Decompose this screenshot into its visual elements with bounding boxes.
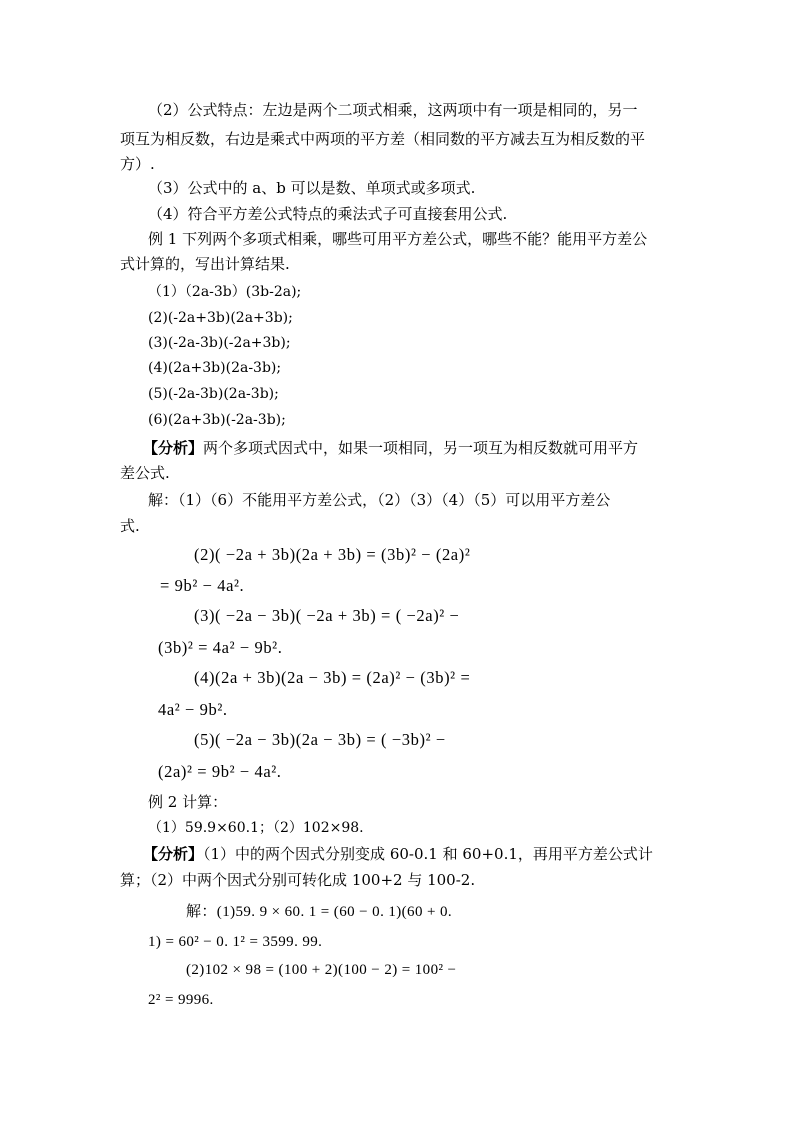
formula-feature-point-3: （3）公式中的 a、b 可以是数、单项式或多项式. (148, 179, 476, 197)
example-1-item-2: (2)(-2a+3b)(2a+3b); (148, 310, 293, 326)
example-2-analysis-cont: 算；（2）中两个因式分别可转化成 100+2 与 100-2. (120, 871, 476, 889)
example-2-analysis (143, 844, 653, 864)
solution-3-line-1: (3)( −2a − 3b)( −2a + 3b) = ( −2a)² − (194, 606, 460, 625)
analysis-label-2: 【分析】 (143, 845, 204, 863)
example-1-analysis (143, 438, 638, 458)
solution-2-line-2: = 9b² − 4a². (160, 576, 245, 595)
example-2-solution-1-line-2: 1) = 60² − 0. 1² = 3599. 99. (148, 934, 323, 950)
example-1-item-1: （1）（2a-3b）(3b-2a); (148, 284, 302, 300)
example-2-solution-1-line-1: 解：(1)59. 9 × 60. 1 = (60 − 0. 1)(60 + 0. (186, 904, 453, 920)
example-2-solution-2-line-2: 2² = 9996. (148, 992, 214, 1008)
solution-2-line-1: (2)( −2a + 3b)(2a + 3b) = (3b)² − (2a)² (194, 545, 471, 564)
example-2-items: （1）59.9×60.1；（2）102×98. (148, 820, 364, 836)
formula-feature-point-2: （2）公式特点：左边是两个二项式相乘，这两项中有一项是相同的，另一 (148, 101, 638, 119)
analysis-text: 两个多项式因式中，如果一项相同，另一项互为相反数就可用平方 (203, 439, 639, 457)
example-1-item-5: (5)(-2a-3b)(2a-3b); (148, 386, 279, 402)
example-1-question: 例 1 下列两个多项式相乘，哪些可用平方差公式，哪些不能？能用平方差公 (148, 230, 648, 248)
example-2-solution-2-line-1: (2)102 × 98 = (100 + 2)(100 − 2) = 100² − (186, 962, 457, 978)
solution-5-line-1: (5)( −2a − 3b)(2a − 3b) = ( −3b)² − (194, 730, 446, 749)
example-1-analysis-cont: 差公式. (120, 464, 170, 482)
example-1-solution: 解：（1）（6）不能用平方差公式，（2）（3）（4）（5）可以用平方差公 (148, 491, 611, 509)
formula-feature-point-2-end: 方）. (120, 155, 155, 173)
formula-feature-point-2-cont: 项互为相反数，右边是乘式中两项的平方差（相同数的平方减去互为相反数的平 (120, 130, 646, 148)
solution-5-line-2: (2a)² = 9b² − 4a². (158, 762, 282, 781)
example-1-question-cont: 式计算的，写出计算结果. (120, 255, 290, 273)
example-1-item-6: (6)(2a+3b)(-2a-3b); (148, 412, 286, 428)
formula-feature-point-4: （4）符合平方差公式特点的乘法式子可直接套用公式. (148, 205, 508, 223)
solution-3-line-2: (3b)² = 4a² − 9b². (158, 638, 283, 657)
analysis-label: 【分析】 (143, 439, 204, 457)
solution-4-line-1: (4)(2a + 3b)(2a − 3b) = (2a)² − (3b)² = (194, 668, 471, 687)
solution-4-line-2: 4a² − 9b². (158, 700, 228, 719)
example-1-item-3: (3)(-2a-3b)(-2a+3b); (148, 335, 291, 351)
analysis-text-2: （1）中的两个因式分别变成 60-0.1 和 60+0.1，再用平方差公式计 (203, 845, 653, 863)
example-1-solution-cont: 式. (120, 517, 140, 535)
example-1-item-4: (4)(2a+3b)(2a-3b); (148, 360, 282, 376)
example-2-question: 例 2 计算： (148, 793, 228, 811)
